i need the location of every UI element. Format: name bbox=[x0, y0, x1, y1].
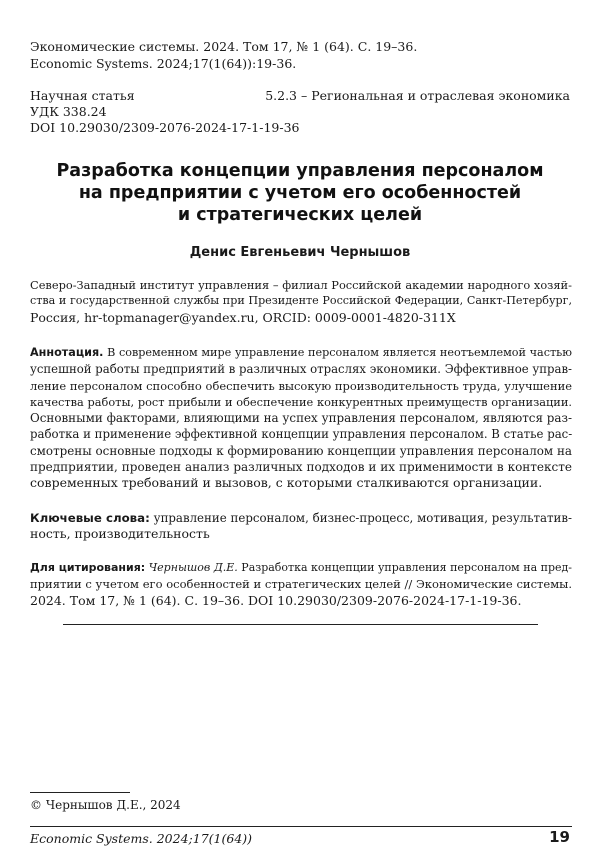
citation-author: Чернышов Д.Е. bbox=[148, 561, 238, 574]
abstract-line: ление персоналом способно обеспечить высокую производительность труда, улучшение bbox=[30, 378, 572, 393]
article-type: Научная статья bbox=[30, 88, 135, 103]
footnote-divider bbox=[30, 792, 130, 793]
author-name: Денис Евгеньевич Чернышов bbox=[189, 245, 411, 260]
article-title-line-2: на предприятии с учетом его особенностей bbox=[78, 183, 522, 203]
keywords-line: ность, производительность bbox=[30, 526, 210, 542]
doi: DOI 10.29030/2309-2076-2024-17-1-19-36 bbox=[30, 120, 300, 135]
udc-code: УДК 338.24 bbox=[30, 104, 107, 119]
section-divider bbox=[63, 624, 538, 625]
citation-line: 2024. Том 17, № 1 (64). С. 19–36. DOI 10.29030/2309-2076-2024-17-1-19-36. bbox=[30, 592, 522, 608]
page-number: 19 bbox=[549, 828, 570, 846]
affiliation-line: Россия, hr-topmanager@yandex.ru, ORCID: 0009-0001-4820-311X bbox=[30, 309, 456, 325]
keywords-line: управление персоналом, бизнес-процесс, мотивация, результатив- bbox=[153, 511, 572, 525]
abstract-label: Аннотация. bbox=[30, 346, 104, 359]
citation-line: Разработка концепции управления персоналом на пред- bbox=[241, 561, 572, 574]
article-title-line-1: Разработка концепции управления персоналом bbox=[56, 161, 544, 181]
citation-line: приятии с учетом его особенностей и стратегических целей // Экономические системы. bbox=[30, 577, 572, 592]
abstract-line: успешной работы предприятий в различных отраслях экономики. Эффективное управ- bbox=[30, 362, 572, 377]
abstract-line: современных требований и вызовов, с которыми сталкиваются организации. bbox=[30, 475, 543, 491]
journal-citation-en: Economic Systems. 2024;17(1(64)):19-36. bbox=[30, 56, 297, 71]
affiliation bbox=[30, 277, 572, 326]
citation-label: Для цитирования: bbox=[30, 561, 146, 574]
affiliation-line: ства и государственной службы при Президенте Российской Федерации, Санкт-Петербург, bbox=[30, 294, 572, 308]
abstract bbox=[30, 345, 572, 492]
footer-divider bbox=[30, 826, 572, 827]
article-title-line-3: и стратегических целей bbox=[177, 205, 423, 225]
journal-citation-ru: Экономические системы. 2024. Том 17, № 1 (64). С. 19–36. bbox=[30, 39, 418, 54]
abstract-line: работка и применение эффективной концепции управления персоналом. В статье рас- bbox=[30, 427, 573, 442]
abstract-line: предприятии, проведен анализ различных подходов и их применимости в контексте bbox=[30, 460, 572, 475]
affiliation-line: Северо-Западный институт управления – филиал Российской академии народного хозяй- bbox=[30, 278, 572, 292]
how-to-cite bbox=[30, 560, 572, 609]
abstract-line: Основными факторами, влияющими на успех управления персоналом, являются раз- bbox=[30, 411, 572, 426]
abstract-line: качества работы, рост прибыли и обеспечение конкурентных преимуществ организации. bbox=[30, 394, 572, 409]
copyright-notice: © Чернышов Д.Е., 2024 bbox=[30, 798, 181, 812]
specialty-code: 5.2.3 – Региональная и отраслевая экономика bbox=[265, 88, 570, 103]
abstract-line: В современном мире управление персоналом является неотъемлемой частью bbox=[107, 346, 572, 359]
footer-journal: Economic Systems. 2024;17(1(64)) bbox=[30, 831, 253, 846]
abstract-line: смотрены основные подходы к формированию концепции управления персоналом на bbox=[30, 443, 572, 458]
keywords bbox=[30, 510, 572, 543]
keywords-label: Ключевые слова: bbox=[30, 511, 150, 525]
